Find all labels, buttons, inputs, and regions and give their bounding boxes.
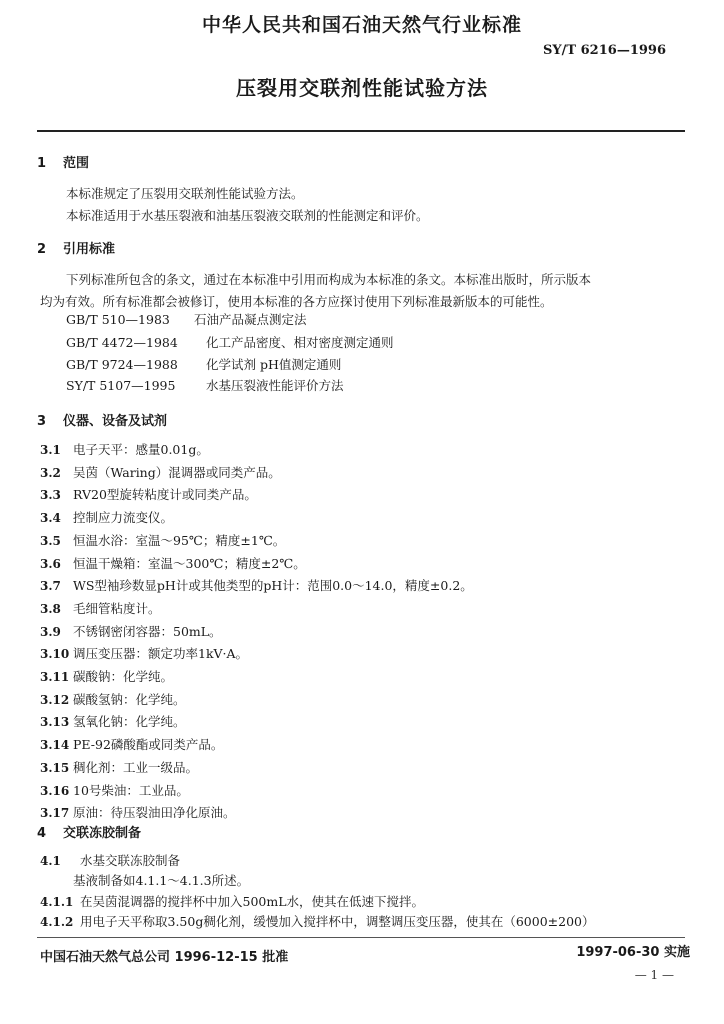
equipment-item	[40, 803, 236, 821]
equipment-item	[40, 781, 189, 799]
equipment-item	[40, 599, 161, 617]
approval-line: 中国石油天然气总公司 1996-12-15 批准	[40, 950, 289, 965]
item-text: 恒温干燥箱：室温～300℃；精度±2℃。	[73, 555, 306, 571]
item-text: 原油：待压裂油田净化原油。	[73, 805, 236, 821]
equipment-item	[40, 735, 223, 753]
section-number: 3	[37, 414, 47, 429]
equipment-item	[40, 485, 257, 503]
footer-rule	[37, 937, 685, 938]
item-text: 控制应力流变仪。	[73, 510, 174, 526]
title-rule	[37, 130, 685, 132]
item-text: 碳酸钠：化学纯。	[73, 669, 174, 684]
item-number: 3.12	[40, 692, 70, 707]
subsection-number: 4.1	[40, 854, 61, 868]
item-number: 3.8	[40, 601, 61, 616]
equipment-item	[40, 758, 198, 776]
reference-code: GB/T 9724—1988	[66, 357, 178, 372]
item-text: 稠化剂：工业一级品。	[73, 759, 199, 775]
section-title: 引用标准	[63, 242, 116, 257]
clause-item	[40, 892, 424, 910]
paragraph: 均为有效。所有标准都会被修订，使用本标准的各方应探讨使用下列标准最新版本的可能性。	[40, 294, 553, 309]
item-number: 3.17	[40, 806, 70, 821]
paragraph: 下列标准所包含的条文，通过在本标准中引用而构成为本标准的条文。本标准出版时，所示版本	[66, 272, 592, 287]
page-number: — 1 —	[634, 968, 674, 982]
section-title: 仪器、设备及试剂	[63, 414, 168, 429]
reference-item	[66, 376, 344, 394]
equipment-item	[40, 622, 222, 640]
reference-item	[66, 310, 307, 328]
section-3-heading	[37, 410, 167, 429]
clause-text: 在吴茵混调器的搅拌杯中加入500mL水，使其在低速下搅拌。	[80, 894, 425, 909]
item-number: 3.10	[40, 647, 70, 662]
reference-name: 水基压裂液性能评价方法	[206, 378, 344, 393]
section-title: 范围	[63, 156, 90, 171]
reference-item	[66, 355, 341, 373]
equipment-item	[40, 576, 473, 594]
item-text: 电子天平：感量0.01g。	[73, 442, 209, 457]
section-title: 交联冻胶制备	[63, 826, 142, 841]
standard-number: SY/T 6216—1996	[543, 43, 666, 58]
clause-number: 4.1.1	[40, 895, 74, 909]
item-number: 3.13	[40, 715, 70, 730]
equipment-item	[40, 690, 186, 708]
item-number: 3.9	[40, 624, 61, 639]
subsection-4-1	[40, 851, 180, 869]
item-text: 不锈钢密闭容器：50mL。	[73, 623, 222, 639]
item-text: PE-92磷酸酯或同类产品。	[73, 737, 224, 753]
equipment-item	[40, 644, 248, 662]
item-number: 3.14	[40, 738, 70, 753]
reference-item	[66, 333, 394, 351]
equipment-item	[40, 712, 186, 730]
item-number: 3.1	[40, 443, 61, 457]
item-text: 氢氧化钠：化学纯。	[73, 714, 186, 730]
item-number: 3.6	[40, 556, 61, 571]
item-text: 吴茵（Waring）混调器或同类产品。	[73, 464, 281, 480]
item-number: 3.16	[40, 783, 70, 798]
reference-code: GB/T 510—1983	[66, 312, 170, 327]
section-4-heading	[37, 822, 141, 841]
section-number: 1	[37, 156, 47, 171]
equipment-item	[40, 554, 306, 572]
reference-code: GB/T 4472—1984	[66, 335, 178, 350]
clause-text: 用电子天平称取3.50g稠化剂，缓慢加入搅拌杯中，调整调压变压器，使其在（6000±200）	[80, 914, 595, 929]
reference-name: 化工产品密度、相对密度测定通则	[206, 335, 394, 350]
paragraph: 本标准适用于水基压裂液和油基压裂液交联剂的性能测定和评价。	[66, 208, 429, 223]
clause-number: 4.1.2	[40, 915, 74, 929]
reference-name: 化学试剂 pH值测定通则	[206, 357, 342, 372]
item-number: 3.3	[40, 488, 61, 503]
reference-name: 石油产品凝点测定法	[194, 312, 307, 327]
clause-item	[40, 912, 594, 930]
item-number: 3.11	[40, 670, 70, 684]
equipment-item	[40, 463, 281, 481]
item-number: 3.5	[40, 533, 61, 548]
equipment-item	[40, 667, 173, 685]
standard-category-header: 中华人民共和国石油天然气行业标准	[201, 14, 522, 36]
item-text: 恒温水浴：室温～95℃；精度±1℃。	[73, 532, 286, 548]
section-number: 4	[37, 826, 47, 841]
item-text: 毛细管粘度计。	[73, 600, 161, 616]
item-number: 3.2	[40, 465, 61, 480]
equipment-item	[40, 508, 173, 526]
equipment-item	[40, 531, 285, 549]
item-text: RV20型旋转粘度计或同类产品。	[73, 487, 257, 503]
paragraph: 本标准规定了压裂用交联剂性能试验方法。	[66, 186, 304, 201]
item-number: 3.4	[40, 511, 61, 526]
document-title: 压裂用交联剂性能试验方法	[236, 76, 488, 100]
item-text: 碳酸氢钠：化学纯。	[73, 691, 186, 707]
section-1-heading	[37, 152, 89, 171]
item-number: 3.15	[40, 760, 70, 775]
equipment-item	[40, 440, 209, 458]
item-text: 调压变压器：额定功率1kV·A。	[73, 646, 249, 662]
item-text: 10号柴油：工业品。	[73, 782, 189, 798]
item-text: WS型袖珍数显pH计或其他类型的pH计：范围0.0～14.0，精度±0.2。	[73, 578, 473, 594]
section-number: 2	[37, 242, 47, 257]
subsection-title: 水基交联冻胶制备	[80, 853, 181, 868]
paragraph: 基液制备如4.1.1～4.1.3所述。	[73, 873, 250, 888]
item-number: 3.7	[40, 579, 61, 594]
section-2-heading	[37, 238, 115, 257]
effective-date: 1997-06-30 实施	[576, 945, 690, 960]
reference-code: SY/T 5107—1995	[66, 378, 176, 393]
